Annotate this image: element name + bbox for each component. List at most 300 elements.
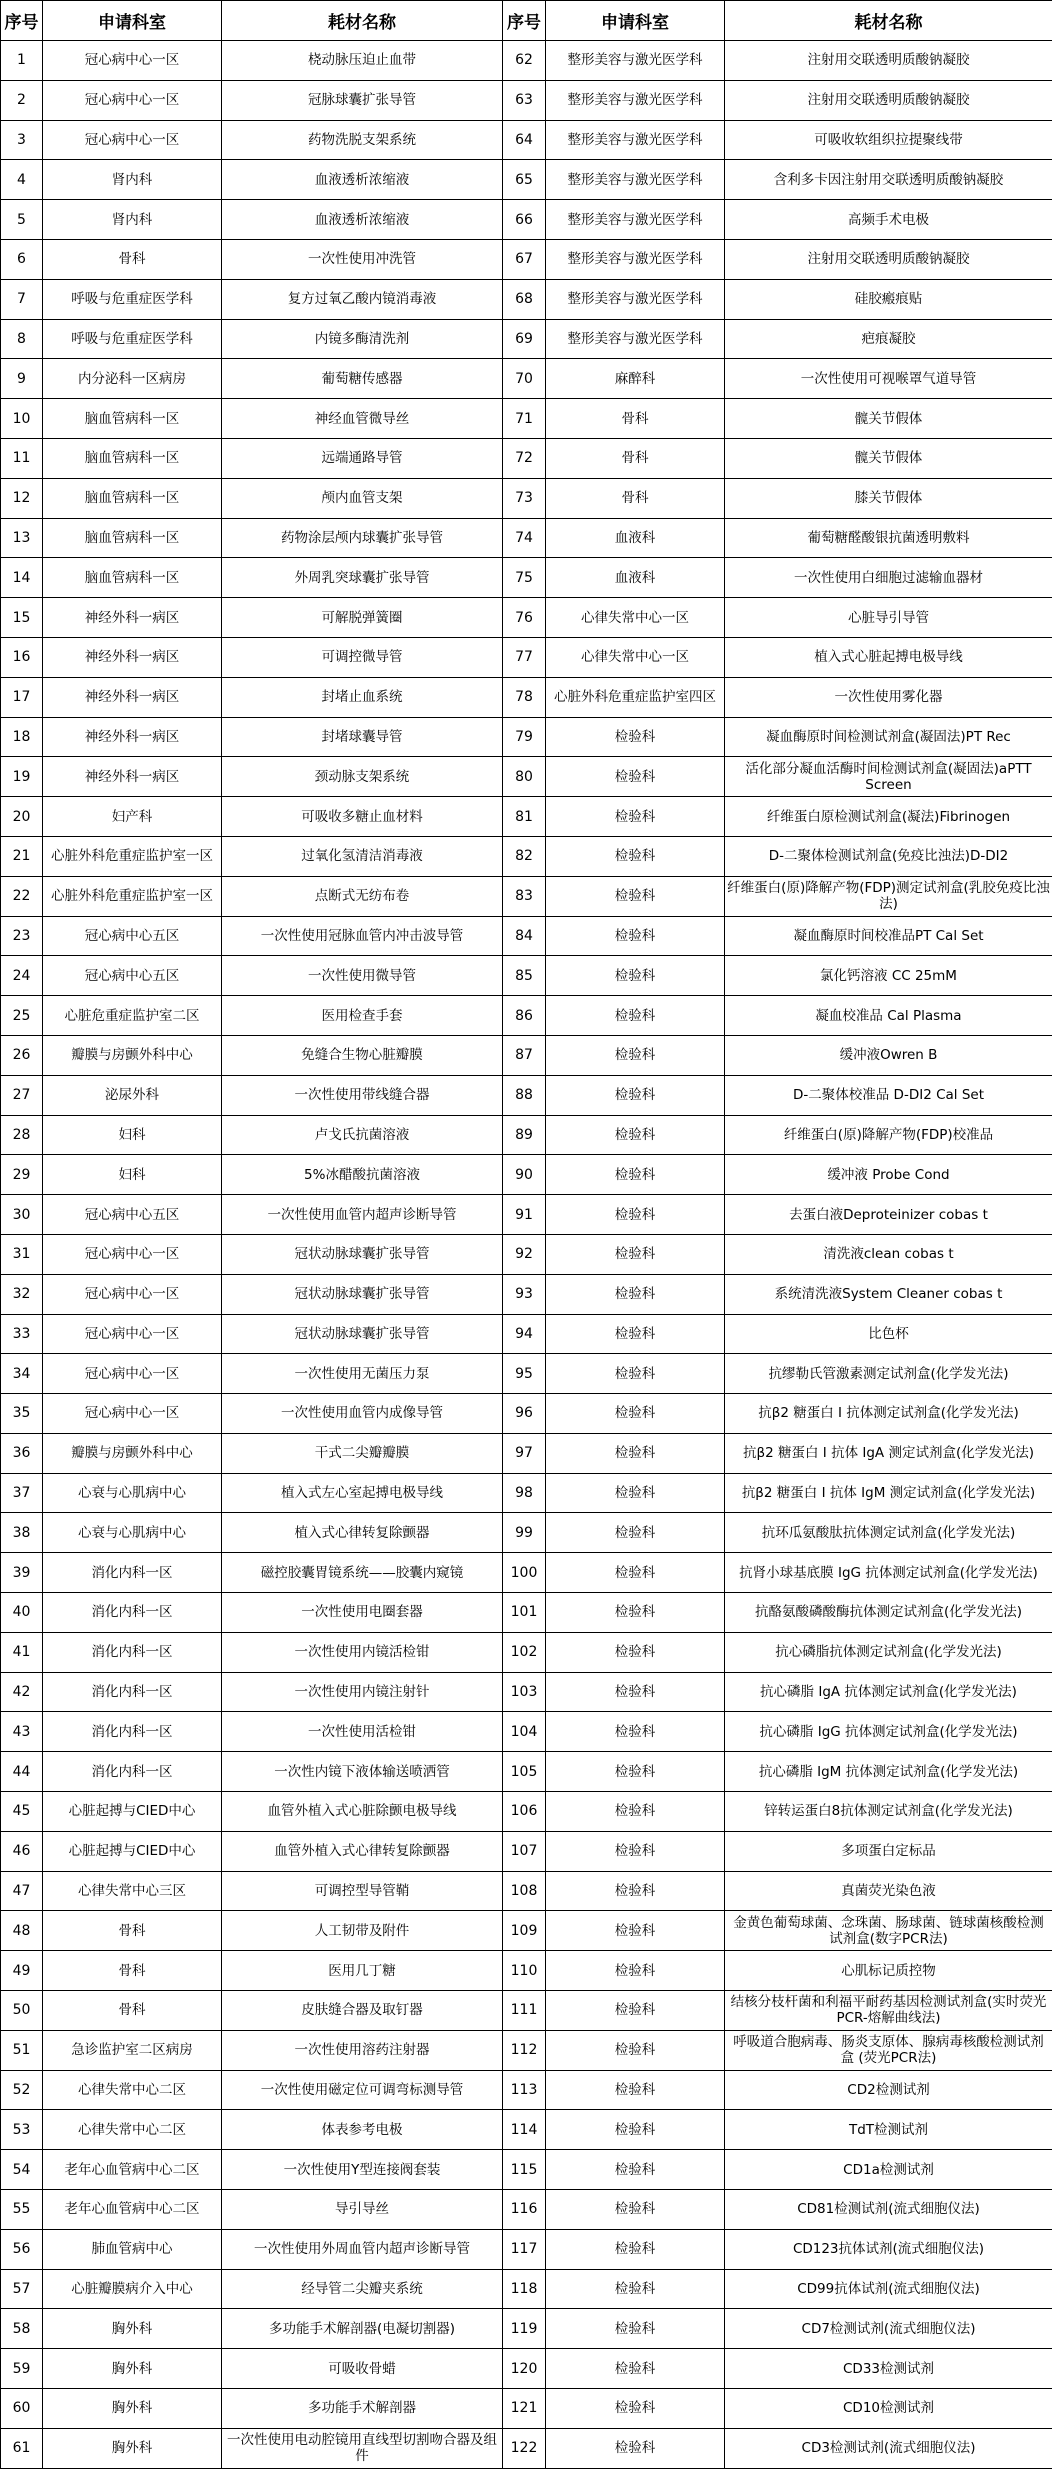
department: 检验科: [546, 1394, 725, 1434]
row-number: 85: [503, 956, 546, 996]
row-number: 73: [503, 478, 546, 518]
row-number: 93: [503, 1274, 546, 1314]
department: 骨科: [546, 438, 725, 478]
department: 急诊监护室二区病房: [43, 2030, 222, 2070]
department: 冠心病中心一区: [43, 1314, 222, 1354]
department: 检验科: [546, 956, 725, 996]
header-dept: 申请科室: [546, 1, 725, 41]
row-number: 30: [1, 1195, 43, 1235]
row-number: 96: [503, 1394, 546, 1434]
table-row: [1, 2309, 1052, 2349]
table-row: [1, 438, 1052, 478]
department: 检验科: [546, 1951, 725, 1991]
row-number: 72: [503, 438, 546, 478]
department: 检验科: [546, 2428, 725, 2468]
table-row: [1, 2070, 1052, 2110]
department: 检验科: [546, 2070, 725, 2110]
row-number: 23: [1, 916, 43, 956]
table-row: [1, 2030, 1052, 2070]
table-row: [1, 637, 1052, 677]
item-name: 多项蛋白定标品: [725, 1831, 1052, 1871]
item-name: 抗酪氨酸磷酸酶抗体测定试剂盒(化学发光法): [725, 1593, 1052, 1633]
row-number: 53: [1, 2110, 43, 2150]
row-number: 71: [503, 399, 546, 439]
department: 消化内科一区: [43, 1593, 222, 1633]
table-row: [1, 1752, 1052, 1792]
department: 呼吸与危重症医学科: [43, 319, 222, 359]
row-number: 28: [1, 1115, 43, 1155]
item-name: 冠状动脉球囊扩张导管: [222, 1274, 503, 1314]
row-number: 8: [1, 319, 43, 359]
row-number: 75: [503, 558, 546, 598]
department: 心律失常中心二区: [43, 2110, 222, 2150]
table-row: [1, 239, 1052, 279]
row-number: 102: [503, 1632, 546, 1672]
row-number: 58: [1, 2309, 43, 2349]
item-name: 疤痕凝胶: [725, 319, 1052, 359]
item-name: 膝关节假体: [725, 478, 1052, 518]
item-name: 可解脱弹簧圈: [222, 598, 503, 638]
item-name: 呼吸道合胞病毒、肠炎支原体、腺病毒核酸检测试剂盒 (荧光PCR法): [725, 2030, 1052, 2070]
item-name: 心肌标记质控物: [725, 1951, 1052, 1991]
department: 心衰与心肌病中心: [43, 1513, 222, 1553]
item-name: 凝血酶原时间校准品PT Cal Set: [725, 916, 1052, 956]
department: 检验科: [546, 1991, 725, 2031]
table-row: [1, 1354, 1052, 1394]
department: 肺血管病中心: [43, 2229, 222, 2269]
header-item: 耗材名称: [725, 1, 1052, 41]
row-number: 4: [1, 160, 43, 200]
item-name: 人工韧带及附件: [222, 1911, 503, 1951]
row-number: 6: [1, 239, 43, 279]
table-row: [1, 1911, 1052, 1951]
department: 消化内科一区: [43, 1672, 222, 1712]
item-name: 氯化钙溶液 CC 25mM: [725, 956, 1052, 996]
row-number: 48: [1, 1911, 43, 1951]
row-number: 44: [1, 1752, 43, 1792]
department: 检验科: [546, 2190, 725, 2230]
row-number: 26: [1, 1035, 43, 1075]
item-name: 髋关节假体: [725, 399, 1052, 439]
row-number: 121: [503, 2389, 546, 2429]
department: 神经外科一病区: [43, 637, 222, 677]
department: 消化内科一区: [43, 1553, 222, 1593]
row-number: 108: [503, 1871, 546, 1911]
item-name: 一次性使用冲洗管: [222, 239, 503, 279]
item-name: 一次性使用内镜活检钳: [222, 1632, 503, 1672]
item-name: 真菌荧光染色液: [725, 1871, 1052, 1911]
row-number: 15: [1, 598, 43, 638]
table-row: [1, 996, 1052, 1036]
table-row: [1, 1274, 1052, 1314]
department: 冠心病中心一区: [43, 41, 222, 81]
table-row: [1, 1871, 1052, 1911]
table-row: [1, 1513, 1052, 1553]
table-row: [1, 1712, 1052, 1752]
row-number: 7: [1, 279, 43, 319]
row-number: 116: [503, 2190, 546, 2230]
row-number: 103: [503, 1672, 546, 1712]
item-name: 血液透析浓缩液: [222, 160, 503, 200]
department: 冠心病中心一区: [43, 1274, 222, 1314]
item-name: 去蛋白液Deproteinizer cobas t: [725, 1195, 1052, 1235]
department: 检验科: [546, 717, 725, 757]
row-number: 89: [503, 1115, 546, 1155]
row-number: 62: [503, 41, 546, 81]
row-number: 100: [503, 1553, 546, 1593]
table-row: [1, 2150, 1052, 2190]
item-name: 一次性使用活检钳: [222, 1712, 503, 1752]
item-name: TdT检测试剂: [725, 2110, 1052, 2150]
row-number: 118: [503, 2269, 546, 2309]
department: 心律失常中心三区: [43, 1871, 222, 1911]
department: 检验科: [546, 1473, 725, 1513]
row-number: 43: [1, 1712, 43, 1752]
item-name: 清洗液clean cobas t: [725, 1234, 1052, 1274]
row-number: 61: [1, 2428, 43, 2468]
item-name: 干式二尖瓣瓣膜: [222, 1433, 503, 1473]
department: 冠心病中心一区: [43, 80, 222, 120]
table-row: [1, 757, 1052, 797]
department: 整形美容与激光医学科: [546, 120, 725, 160]
row-number: 105: [503, 1752, 546, 1792]
table-row: [1, 677, 1052, 717]
row-number: 31: [1, 1234, 43, 1274]
row-number: 99: [503, 1513, 546, 1553]
table-row: [1, 2190, 1052, 2230]
row-number: 69: [503, 319, 546, 359]
item-name: 点断式无纺布卷: [222, 876, 503, 916]
item-name: 外周乳突球囊扩张导管: [222, 558, 503, 598]
item-name: 锌转运蛋白8抗体测定试剂盒(化学发光法): [725, 1792, 1052, 1832]
department: 检验科: [546, 916, 725, 956]
department: 检验科: [546, 996, 725, 1036]
department: 检验科: [546, 2150, 725, 2190]
row-number: 20: [1, 797, 43, 837]
row-number: 112: [503, 2030, 546, 2070]
item-name: 一次性使用磁定位可调弯标测导管: [222, 2070, 503, 2110]
department: 冠心病中心一区: [43, 120, 222, 160]
item-name: 植入式心律转复除颤器: [222, 1513, 503, 1553]
row-number: 76: [503, 598, 546, 638]
item-name: 多功能手术解剖器(电凝切割器): [222, 2309, 503, 2349]
department: 胸外科: [43, 2349, 222, 2389]
row-number: 14: [1, 558, 43, 598]
item-name: CD123抗体试剂(流式细胞仪法): [725, 2229, 1052, 2269]
department: 整形美容与激光医学科: [546, 319, 725, 359]
row-number: 92: [503, 1234, 546, 1274]
department: 检验科: [546, 876, 725, 916]
row-number: 122: [503, 2428, 546, 2468]
item-name: 抗心磷脂抗体测定试剂盒(化学发光法): [725, 1632, 1052, 1672]
row-number: 24: [1, 956, 43, 996]
header-item: 耗材名称: [222, 1, 503, 41]
row-number: 42: [1, 1672, 43, 1712]
row-number: 12: [1, 478, 43, 518]
item-name: 凝血校准品 Cal Plasma: [725, 996, 1052, 1036]
row-number: 18: [1, 717, 43, 757]
item-name: 一次性使用冠脉血管内冲击波导管: [222, 916, 503, 956]
row-number: 119: [503, 2309, 546, 2349]
header-row: [1, 1, 1052, 41]
department: 检验科: [546, 2349, 725, 2389]
row-number: 109: [503, 1911, 546, 1951]
row-number: 78: [503, 677, 546, 717]
item-name: 一次性使用血管内超声诊断导管: [222, 1195, 503, 1235]
department: 检验科: [546, 2389, 725, 2429]
row-number: 46: [1, 1831, 43, 1871]
department: 冠心病中心一区: [43, 1394, 222, 1434]
row-number: 95: [503, 1354, 546, 1394]
department: 检验科: [546, 1035, 725, 1075]
department: 检验科: [546, 1195, 725, 1235]
row-number: 66: [503, 200, 546, 240]
row-number: 120: [503, 2349, 546, 2389]
item-name: 纤维蛋白(原)降解产物(FDP)测定试剂盒(乳胶免疫比浊法): [725, 876, 1052, 916]
row-number: 19: [1, 757, 43, 797]
row-number: 106: [503, 1792, 546, 1832]
item-name: 免缝合生物心脏瓣膜: [222, 1035, 503, 1075]
item-name: D-二聚体校准品 D-DI2 Cal Set: [725, 1075, 1052, 1115]
row-number: 83: [503, 876, 546, 916]
item-name: 含利多卡因注射用交联透明质酸钠凝胶: [725, 160, 1052, 200]
row-number: 35: [1, 1394, 43, 1434]
row-number: 98: [503, 1473, 546, 1513]
row-number: 82: [503, 836, 546, 876]
department: 骨科: [43, 1911, 222, 1951]
item-name: 抗β2 糖蛋白 I 抗体 IgA 测定试剂盒(化学发光法): [725, 1433, 1052, 1473]
item-name: 过氧化氢清洁消毒液: [222, 836, 503, 876]
row-number: 54: [1, 2150, 43, 2190]
row-number: 41: [1, 1632, 43, 1672]
table-row: [1, 1632, 1052, 1672]
department: 检验科: [546, 1752, 725, 1792]
row-number: 5: [1, 200, 43, 240]
department: 骨科: [43, 1951, 222, 1991]
department: 心律失常中心一区: [546, 598, 725, 638]
item-name: CD99抗体试剂(流式细胞仪法): [725, 2269, 1052, 2309]
row-number: 70: [503, 359, 546, 399]
row-number: 60: [1, 2389, 43, 2429]
row-number: 3: [1, 120, 43, 160]
table-row: [1, 120, 1052, 160]
row-number: 113: [503, 2070, 546, 2110]
row-number: 74: [503, 518, 546, 558]
department: 心律失常中心一区: [546, 637, 725, 677]
row-number: 87: [503, 1035, 546, 1075]
item-name: 比色杯: [725, 1314, 1052, 1354]
item-name: 葡萄糖传感器: [222, 359, 503, 399]
department: 神经外科一病区: [43, 598, 222, 638]
department: 检验科: [546, 1792, 725, 1832]
table-row: [1, 1792, 1052, 1832]
department: 妇科: [43, 1155, 222, 1195]
row-number: 115: [503, 2150, 546, 2190]
item-name: 封堵球囊导管: [222, 717, 503, 757]
table-row: [1, 399, 1052, 439]
department: 老年心血管病中心二区: [43, 2190, 222, 2230]
row-number: 68: [503, 279, 546, 319]
row-number: 9: [1, 359, 43, 399]
item-name: 抗心磷脂 IgA 抗体测定试剂盒(化学发光法): [725, 1672, 1052, 1712]
row-number: 117: [503, 2229, 546, 2269]
item-name: 桡动脉压迫止血带: [222, 41, 503, 81]
item-name: 可调控微导管: [222, 637, 503, 677]
item-name: 皮肤缝合器及取钉器: [222, 1991, 503, 2031]
table-row: [1, 1234, 1052, 1274]
department: 内分泌科一区病房: [43, 359, 222, 399]
item-name: 可吸收软组织拉提聚线带: [725, 120, 1052, 160]
table-row: [1, 2349, 1052, 2389]
item-name: 抗环瓜氨酸肽抗体测定试剂盒(化学发光法): [725, 1513, 1052, 1553]
table-row: [1, 2229, 1052, 2269]
item-name: 系统清洗液System Cleaner cobas t: [725, 1274, 1052, 1314]
row-number: 36: [1, 1433, 43, 1473]
department: 骨科: [546, 399, 725, 439]
item-name: 一次性内镜下液体输送喷洒管: [222, 1752, 503, 1792]
item-name: 内镜多酶清洗剂: [222, 319, 503, 359]
department: 检验科: [546, 1513, 725, 1553]
department: 冠心病中心五区: [43, 956, 222, 996]
item-name: 葡萄糖醛酸银抗菌透明敷料: [725, 518, 1052, 558]
row-number: 40: [1, 1593, 43, 1633]
department: 脑血管病科一区: [43, 478, 222, 518]
item-name: 导引导丝: [222, 2190, 503, 2230]
item-name: 抗心磷脂 IgM 抗体测定试剂盒(化学发光法): [725, 1752, 1052, 1792]
item-name: 注射用交联透明质酸钠凝胶: [725, 80, 1052, 120]
department: 骨科: [43, 1991, 222, 2031]
department: 检验科: [546, 1593, 725, 1633]
row-number: 17: [1, 677, 43, 717]
table-row: [1, 200, 1052, 240]
row-number: 50: [1, 1991, 43, 2031]
department: 胸外科: [43, 2309, 222, 2349]
department: 整形美容与激光医学科: [546, 279, 725, 319]
table-row: [1, 1035, 1052, 1075]
department: 检验科: [546, 1632, 725, 1672]
department: 检验科: [546, 2309, 725, 2349]
item-name: 颅内血管支架: [222, 478, 503, 518]
item-name: 血管外植入式心律转复除颤器: [222, 1831, 503, 1871]
row-number: 55: [1, 2190, 43, 2230]
row-number: 114: [503, 2110, 546, 2150]
item-name: 一次性使用血管内成像导管: [222, 1394, 503, 1434]
item-name: 纤维蛋白原检测试剂盒(凝法)Fibrinogen: [725, 797, 1052, 837]
item-name: CD1a检测试剂: [725, 2150, 1052, 2190]
row-number: 101: [503, 1593, 546, 1633]
table-row: [1, 558, 1052, 598]
item-name: 血管外植入式心脏除颤电极导线: [222, 1792, 503, 1832]
table-row: [1, 1433, 1052, 1473]
row-number: 22: [1, 876, 43, 916]
item-name: 远端通路导管: [222, 438, 503, 478]
row-number: 79: [503, 717, 546, 757]
row-number: 59: [1, 2349, 43, 2389]
item-name: 磁控胶囊胃镜系统——胶囊内窥镜: [222, 1553, 503, 1593]
table-row: [1, 2389, 1052, 2429]
item-name: 一次性使用白细胞过滤输血器材: [725, 558, 1052, 598]
table-row: [1, 1314, 1052, 1354]
row-number: 13: [1, 518, 43, 558]
department: 冠心病中心一区: [43, 1234, 222, 1274]
department: 检验科: [546, 1115, 725, 1155]
item-name: 金黄色葡萄球菌、念珠菌、肠球菌、链球菌核酸检测试剂盒(数字PCR法): [725, 1911, 1052, 1951]
department: 检验科: [546, 836, 725, 876]
department: 妇科: [43, 1115, 222, 1155]
item-name: 一次性使用内镜注射针: [222, 1672, 503, 1712]
table-row: [1, 41, 1052, 81]
item-name: 缓冲液 Probe Cond: [725, 1155, 1052, 1195]
item-name: 凝血酶原时间检测试剂盒(凝固法)PT Rec: [725, 717, 1052, 757]
row-number: 65: [503, 160, 546, 200]
row-number: 38: [1, 1513, 43, 1553]
department: 心脏危重症监护室二区: [43, 996, 222, 1036]
department: 瓣膜与房颤外科中心: [43, 1035, 222, 1075]
item-name: 髋关节假体: [725, 438, 1052, 478]
item-name: 缓冲液Owren B: [725, 1035, 1052, 1075]
department: 消化内科一区: [43, 1752, 222, 1792]
department: 妇产科: [43, 797, 222, 837]
row-number: 77: [503, 637, 546, 677]
item-name: 注射用交联透明质酸钠凝胶: [725, 239, 1052, 279]
item-name: 一次性使用电动腔镜用直线型切割吻合器及组件: [222, 2428, 503, 2468]
row-number: 88: [503, 1075, 546, 1115]
table-row: [1, 478, 1052, 518]
department: 心衰与心肌病中心: [43, 1473, 222, 1513]
department: 神经外科一病区: [43, 677, 222, 717]
item-name: 高频手术电极: [725, 200, 1052, 240]
table-row: [1, 916, 1052, 956]
row-number: 45: [1, 1792, 43, 1832]
item-name: D-二聚体检测试剂盒(免疫比浊法)D-DI2: [725, 836, 1052, 876]
department: 神经外科一病区: [43, 757, 222, 797]
item-name: CD2检测试剂: [725, 2070, 1052, 2110]
table-row: [1, 1394, 1052, 1434]
item-name: 血液透析浓缩液: [222, 200, 503, 240]
department: 心脏起搏与CIED中心: [43, 1792, 222, 1832]
department: 呼吸与危重症医学科: [43, 279, 222, 319]
item-name: 医用几丁糖: [222, 1951, 503, 1991]
table-row: [1, 2428, 1052, 2468]
item-name: 药物洗脱支架系统: [222, 120, 503, 160]
item-name: CD3检测试剂(流式细胞仪法): [725, 2428, 1052, 2468]
row-number: 90: [503, 1155, 546, 1195]
item-name: 一次性使用可视喉罩气道导管: [725, 359, 1052, 399]
table-row: [1, 359, 1052, 399]
table-body: [1, 41, 1052, 2469]
row-number: 111: [503, 1991, 546, 2031]
table-row: [1, 1672, 1052, 1712]
department: 整形美容与激光医学科: [546, 200, 725, 240]
item-name: 经导管二尖瓣夹系统: [222, 2269, 503, 2309]
table-row: [1, 1831, 1052, 1871]
row-number: 32: [1, 1274, 43, 1314]
department: 检验科: [546, 1712, 725, 1752]
row-number: 49: [1, 1951, 43, 1991]
table-row: [1, 797, 1052, 837]
department: 检验科: [546, 1274, 725, 1314]
department: 心律失常中心二区: [43, 2070, 222, 2110]
row-number: 51: [1, 2030, 43, 2070]
table-row: [1, 518, 1052, 558]
table-row: [1, 956, 1052, 996]
department: 检验科: [546, 1314, 725, 1354]
department: 肾内科: [43, 160, 222, 200]
department: 整形美容与激光医学科: [546, 80, 725, 120]
department: 检验科: [546, 1871, 725, 1911]
department: 脑血管病科一区: [43, 518, 222, 558]
department: 检验科: [546, 2229, 725, 2269]
